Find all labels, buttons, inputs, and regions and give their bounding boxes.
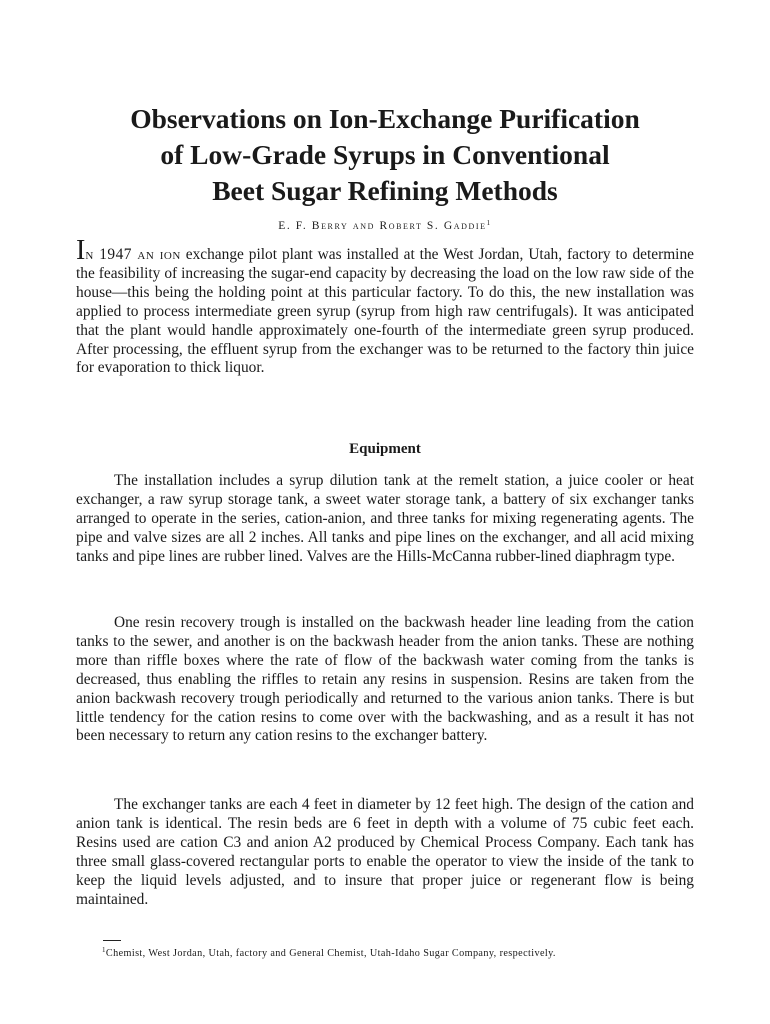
footnote [76, 944, 694, 960]
footnote-text: Chemist, West Jordan, Utah, factory and General Chemist, Utah-Idaho Sugar Company, respectively. [105, 948, 556, 959]
author-footnote-mark: 1 [486, 219, 492, 227]
section-heading: Equipment [349, 441, 421, 457]
intro-body-text: Utah, factory to determine the feasibility of increasing the sugar-end capacity by decreasing the load on the low raw side of the house—this being the holding point at this particular factory. To do this, the new installation was applied to process intermediate green syrup (syrup from high raw centrifugals). It was anticipated that the plant would handle approximately one-fourth of the intermediate green syrup produced. After processing, the effluent syrup from the exchanger was to be returned to the factory thin juice for evaporation to thick liquor. [76, 246, 694, 377]
drop-cap: I [76, 235, 86, 266]
title-line-2: of Low-Grade Syrups in Conventional [160, 139, 610, 170]
intro-paragraph [76, 235, 694, 378]
intro-first-line-text: exchange pilot plant was installed at the West Jordan, [180, 246, 524, 263]
article-title [60, 101, 710, 209]
footnote-divider [103, 940, 121, 941]
body-paragraph: The installation includes a syrup dilution tank at the remelt station, a juice cooler or heat exchanger, a raw syrup storage tank, a sweet water storage tank, a battery of six exchanger tanks arranged to operate in the series, cation-anion, and three tanks for mixing regenerating agents. The pipe and valve sizes are all 2 inches. All tanks and pipe lines on the exchanger, and all acid mixing tanks and pipe lines are rubber lined. Valves are the Hills-McCanna rubber-lined diaphragm type. [76, 472, 694, 565]
intro-first-line [76, 235, 524, 266]
body-paragraph: The exchanger tanks are each 4 feet in diameter by 12 feet high. The design of the cation and anion tank is identical. The resin beds are 6 feet in depth with a volume of 75 cubic feet each. Resins used are cation C3 and anion A2 produced by Chemical Process Company. Each tank has three small glass-covered rectangular ports to enable the operator to view the inside of the tank to keep the liquid levels adjusted, and to insure that proper juice or regenerant flow is being maintained. [76, 796, 694, 908]
title-line-1: Observations on Ion-Exchange Purification [130, 103, 640, 134]
footnote-mark: 1 [102, 946, 106, 954]
author-names: E. F. Berry and Robert S. Gaddie [278, 220, 487, 232]
author-byline [60, 219, 710, 232]
intro-lead-caps: n 1947 an ion [85, 246, 181, 263]
title-line-3: Beet Sugar Refining Methods [212, 175, 558, 206]
body-paragraph: One resin recovery trough is installed on the backwash header line leading from the cation tanks to the sewer, and another is on the backwash header from the anion tanks. These are nothing more than riffle boxes where the rate of flow of the backwash water coming from the tanks is decreased, thus enabling the riffles to retain any resins in suspension. Resins are taken from the anion backwash recovery trough periodically and returned to the various anion tanks. There is but little tendency for the cation resins to come over with the backwashing, and as a result it has not been necessary to return any cation resins to the exchanger battery. [76, 614, 694, 745]
